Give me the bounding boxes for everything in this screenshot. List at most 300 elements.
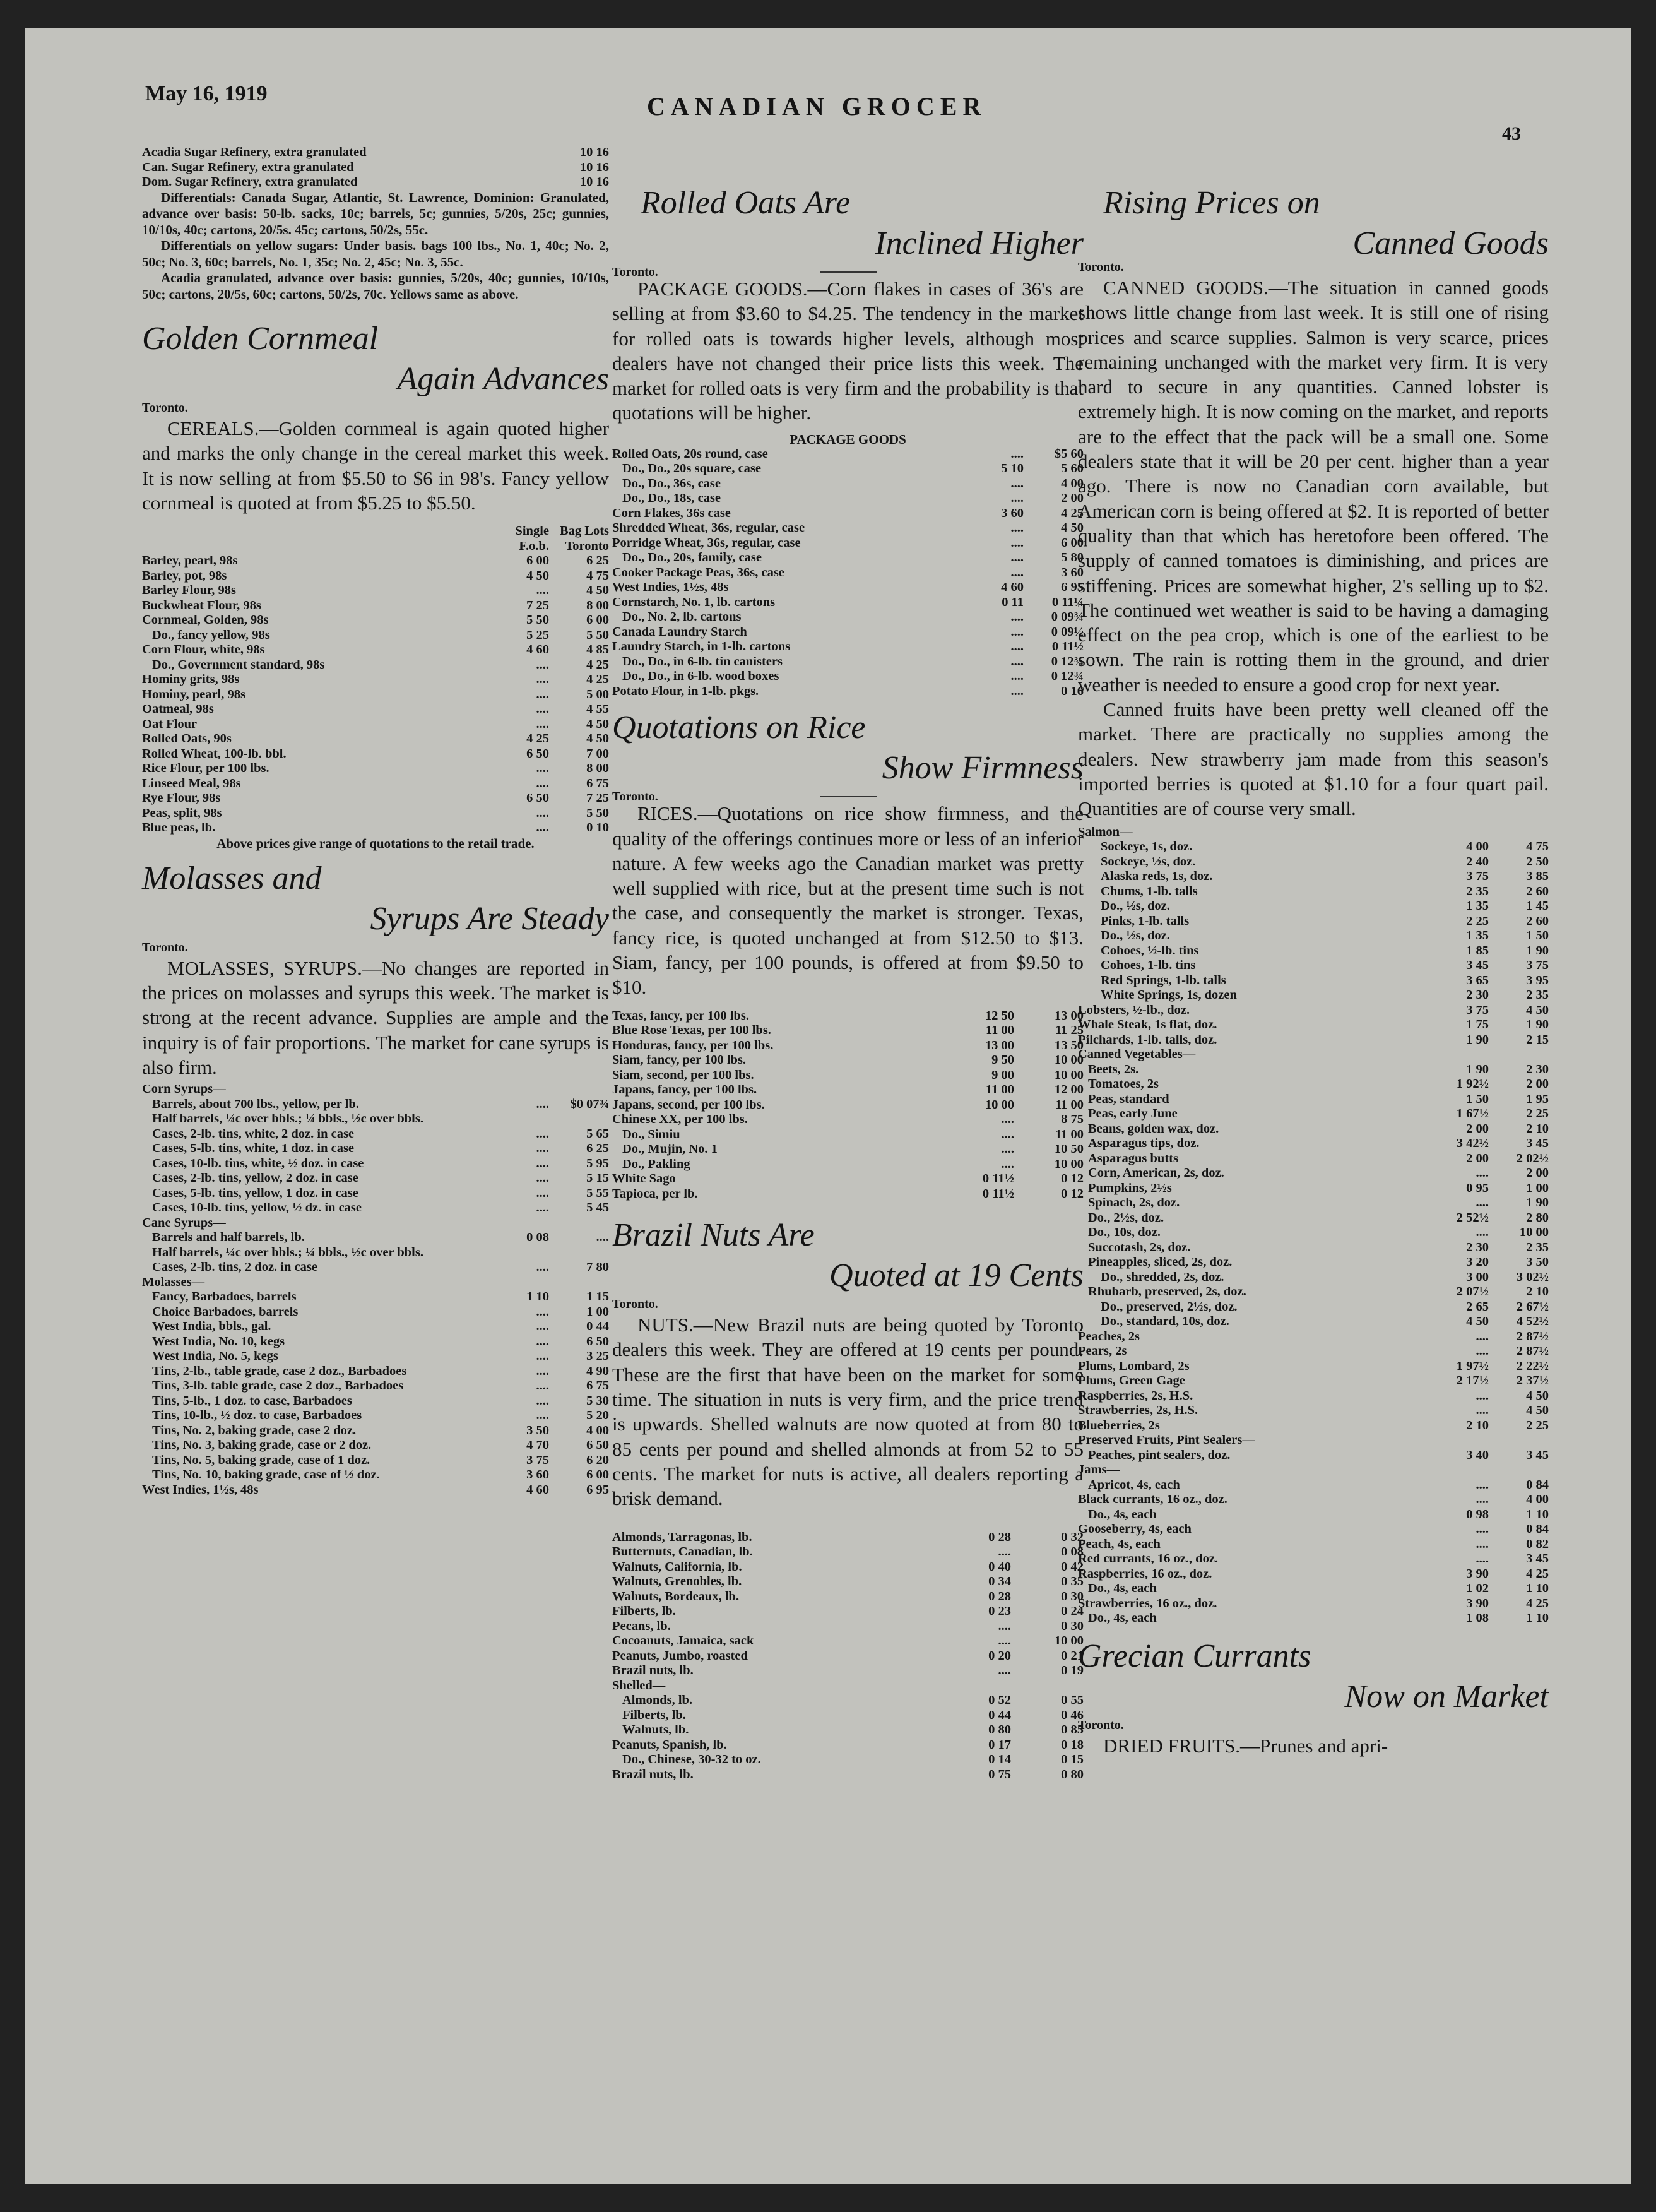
row-value: .... xyxy=(1476,1552,1489,1566)
row-label: Choice Barbadoes, barrels xyxy=(152,1304,299,1319)
row-value: 1 45 xyxy=(1526,899,1549,913)
table-row xyxy=(1078,1418,1549,1434)
row-value: .... xyxy=(536,1156,549,1170)
table-row xyxy=(1078,1255,1549,1270)
row-label: Molasses— xyxy=(142,1275,205,1289)
table-row xyxy=(1078,1537,1549,1552)
row-value: .... xyxy=(536,1126,549,1141)
row-label: Peas, split, 98s xyxy=(142,806,222,820)
table-row xyxy=(142,806,609,821)
row-value: .... xyxy=(536,672,549,687)
row-label: Succotash, 2s, doz. xyxy=(1088,1240,1191,1254)
table-row xyxy=(1078,1389,1549,1404)
row-label: Preserved Fruits, Pint Sealers— xyxy=(1078,1433,1255,1448)
row-value: .... xyxy=(536,1304,549,1319)
row-value: 5 80 xyxy=(1061,550,1084,565)
molasses-headline: Molasses and Syrups Are Steady xyxy=(142,860,609,937)
row-value: 11 00 xyxy=(1055,1127,1084,1141)
row-value: .... xyxy=(1001,1142,1014,1157)
table-row xyxy=(612,1768,1084,1783)
row-value: 2 50 xyxy=(1526,854,1549,869)
row-label: Cornstarch, No. 1, lb. cartons xyxy=(612,595,776,609)
row-value: 2 10 xyxy=(1526,1285,1549,1299)
row-label: Cane Syrups— xyxy=(142,1215,226,1230)
row-label: Texas, fancy, per 100 lbs. xyxy=(612,1008,749,1023)
table-row xyxy=(1078,1122,1549,1137)
table-row xyxy=(612,1663,1084,1679)
molasses-body: MOLASSES, SYRUPS.—No changes are reported in the prices on molasses and syrups this week. The market is strong at the recent advance. Supplies are ample and the inquiry is of fair proportions. The market for cane syrups is also firm. xyxy=(142,956,609,1078)
row-value: 0 21 xyxy=(1061,1648,1084,1663)
currants-headline: Grecian Currants Now on Market xyxy=(1078,1638,1549,1715)
row-value: 2 60 xyxy=(1526,913,1549,928)
row-value: 2 00 xyxy=(1526,1077,1549,1091)
table-row xyxy=(612,1649,1084,1664)
row-label: Peas, standard xyxy=(1088,1091,1169,1106)
table-row xyxy=(1078,1092,1549,1107)
table-row xyxy=(612,1530,1084,1545)
row-value: .... xyxy=(998,1619,1011,1633)
row-value: 4 25 xyxy=(1526,1596,1549,1610)
sugar-table xyxy=(142,145,609,190)
row-value: 6 00 xyxy=(1061,535,1084,550)
row-value: 2 35 xyxy=(1526,988,1549,1002)
row-value: 4 50 xyxy=(1526,1002,1549,1017)
row-label: Tins, No. 2, baking grade, case 2 doz. xyxy=(152,1423,357,1437)
row-value: 0 44 xyxy=(586,1319,609,1334)
row-value: .... xyxy=(536,1364,549,1378)
table-row xyxy=(1078,1597,1549,1612)
row-label: Tapioca, per lb. xyxy=(612,1186,698,1201)
table-row xyxy=(1078,1403,1549,1418)
row-value: .... xyxy=(536,717,549,731)
row-value: 2 60 xyxy=(1526,884,1549,898)
row-value xyxy=(1489,1047,1549,1062)
row-value: 6 25 xyxy=(586,1141,609,1156)
table-row xyxy=(612,1172,1084,1187)
table-row xyxy=(612,536,1084,551)
row-value: 0 19 xyxy=(1061,1663,1084,1678)
row-value: 1 90 xyxy=(1526,943,1549,958)
row-label: Sockeye, ½s, doz. xyxy=(1101,854,1196,869)
row-value: 5 55 xyxy=(586,1186,609,1200)
row-label: Cornmeal, Golden, 98s xyxy=(142,613,269,627)
row-label: Do., 4s, each xyxy=(1088,1507,1157,1521)
row-label: Raspberries, 16 oz., doz. xyxy=(1078,1566,1212,1581)
table-row xyxy=(1078,1448,1549,1463)
row-value xyxy=(1011,1679,1084,1694)
row-value: 1 90 xyxy=(1526,1196,1549,1210)
row-value: 3 90 xyxy=(1466,1596,1489,1610)
row-label: Cooker Package Peas, 36s, case xyxy=(612,565,784,580)
row-value: .... xyxy=(1010,521,1024,535)
row-value: 1 97½ xyxy=(1456,1359,1489,1373)
row-value: 3 45 xyxy=(1526,1448,1549,1462)
table-row xyxy=(1078,825,1549,840)
table-row xyxy=(142,687,609,703)
row-label: Do., standard, 10s, doz. xyxy=(1101,1314,1229,1329)
row-label: White Sago xyxy=(612,1172,676,1186)
row-value: 2 87½ xyxy=(1516,1329,1549,1343)
row-label: Half barrels, ¼c over bbls.; ¼ bbls., ½c over bbls. xyxy=(152,1112,423,1126)
table-row xyxy=(142,672,609,687)
table-row xyxy=(1078,1077,1549,1092)
row-label: Apricot, 4s, each xyxy=(1088,1477,1180,1492)
row-label: Almonds, Tarragonas, lb. xyxy=(612,1530,752,1544)
table-row xyxy=(1078,1359,1549,1374)
row-value: 0 11 xyxy=(1002,595,1024,609)
row-value: 12 50 xyxy=(985,1008,1014,1023)
row-value: 2 25 xyxy=(1466,913,1489,928)
row-label: Do., 10s, doz. xyxy=(1088,1225,1161,1240)
row-value: 0 16 xyxy=(1061,684,1084,698)
row-value xyxy=(499,1275,549,1290)
row-value: 0 30 xyxy=(1061,1619,1084,1633)
row-label: Rolled Oats, 90s xyxy=(142,732,232,746)
row-label: Porridge Wheat, 36s, regular, case xyxy=(612,535,801,550)
table-row xyxy=(1078,1581,1549,1597)
table-row xyxy=(142,1186,609,1201)
row-value: 6 50 xyxy=(526,791,549,806)
row-label: Siam, second, per 100 lbs. xyxy=(612,1067,754,1082)
table-row xyxy=(142,613,609,628)
table-row xyxy=(1078,1225,1549,1240)
row-value: .... xyxy=(1010,535,1024,550)
row-value xyxy=(499,1216,549,1231)
row-value: .... xyxy=(1010,491,1024,506)
table-row xyxy=(1078,1611,1549,1626)
row-label: Corn Syrups— xyxy=(142,1082,226,1097)
row-label: Barrels and half barrels, lb. xyxy=(152,1230,305,1245)
table-row xyxy=(612,461,1084,477)
row-value: .... xyxy=(536,1393,549,1408)
row-value: 0 12 xyxy=(1061,1172,1084,1186)
row-value: 10 00 xyxy=(1054,1157,1084,1171)
row-value: 0 12¾ xyxy=(1051,669,1084,684)
row-label: Hominy grits, 98s xyxy=(142,672,240,687)
row-value: 1 10 xyxy=(1526,1507,1549,1521)
row-value: 13 50 xyxy=(1054,1038,1084,1052)
table-row xyxy=(1078,1344,1549,1359)
row-value: 2 25 xyxy=(1526,1107,1549,1121)
row-value: 3 50 xyxy=(1526,1255,1549,1270)
row-value: 1 35 xyxy=(1466,929,1489,943)
row-label: Cases, 10-lb. tins, yellow, ½ dz. in case xyxy=(152,1201,362,1215)
row-label: Tins, 3-lb. table grade, case 2 doz., Barbadoes xyxy=(152,1379,404,1393)
table-row xyxy=(1078,869,1549,884)
row-value: .... xyxy=(536,776,549,790)
row-label: Cohoes, 1-lb. tins xyxy=(1101,958,1196,973)
table-row xyxy=(612,610,1084,625)
row-value xyxy=(1429,1047,1489,1062)
row-label: Tins, 2-lb., table grade, case 2 doz., Barbadoes xyxy=(152,1364,407,1378)
row-value: 1 75 xyxy=(1466,1018,1489,1032)
table-row xyxy=(612,521,1084,536)
row-value: 1 00 xyxy=(586,1304,609,1319)
row-value: 6 00 xyxy=(586,1468,609,1482)
row-value: 0 40 xyxy=(988,1559,1011,1574)
row-label: Cases, 2-lb. tins, 2 doz. in case xyxy=(152,1260,317,1275)
package-goods-caption: PACKAGE GOODS xyxy=(790,431,906,447)
table-row xyxy=(1078,1196,1549,1211)
row-value: 3 45 xyxy=(1526,1552,1549,1566)
table-row xyxy=(612,477,1084,492)
row-value: 4 52½ xyxy=(1516,1314,1549,1329)
row-value: 1 67½ xyxy=(1456,1107,1489,1121)
row-label: Honduras, fancy, per 100 lbs. xyxy=(612,1038,774,1052)
row-value: .... xyxy=(536,1319,549,1334)
row-label: Walnuts, Grenobles, lb. xyxy=(612,1574,742,1589)
canned-goods-table xyxy=(1078,825,1549,1626)
table-row xyxy=(1078,1300,1549,1315)
canned-dateline: Toronto. xyxy=(1078,260,1124,274)
row-value xyxy=(499,1112,549,1127)
row-label: Strawberries, 16 oz., doz. xyxy=(1078,1596,1217,1610)
row-value: 0 08 xyxy=(1061,1545,1084,1559)
row-value: 10 16 xyxy=(579,160,609,174)
row-value: 12 00 xyxy=(1054,1083,1084,1097)
row-value: 1 35 xyxy=(1466,899,1489,913)
table-row xyxy=(612,1708,1084,1723)
row-value: 0 15 xyxy=(1061,1752,1084,1767)
row-value: .... xyxy=(1010,639,1024,654)
row-value: .... xyxy=(1476,1166,1489,1180)
row-label: Acadia Sugar Refinery, extra granulated xyxy=(142,145,367,159)
row-label: Beans, golden wax, doz. xyxy=(1088,1121,1219,1136)
row-label: Blue Rose Texas, per 100 lbs. xyxy=(612,1023,771,1038)
table-row xyxy=(142,658,609,673)
table-row xyxy=(1078,1107,1549,1122)
row-value: .... xyxy=(536,1141,549,1156)
row-value: 1 90 xyxy=(1466,1032,1489,1047)
row-label: Whale Steak, 1s flat, doz. xyxy=(1078,1018,1217,1032)
table-row xyxy=(1078,1478,1549,1493)
table-row xyxy=(612,1127,1084,1143)
page-date: May 16, 1919 xyxy=(145,82,268,105)
table-row xyxy=(612,1604,1084,1619)
row-value: 4 25 xyxy=(586,672,609,687)
row-label: Tins, 5-lb., 1 doz. to case, Barbadoes xyxy=(152,1393,352,1408)
oats-dateline: Toronto. xyxy=(612,265,658,279)
row-value: 0 55 xyxy=(1061,1693,1084,1708)
row-value: 1 10 xyxy=(1526,1581,1549,1596)
row-value: .... xyxy=(1010,476,1024,491)
table-row xyxy=(612,491,1084,506)
table-row xyxy=(142,583,609,598)
table-row xyxy=(142,1335,609,1350)
row-value: 10 50 xyxy=(1054,1142,1084,1157)
row-value: 1 90 xyxy=(1466,1062,1489,1076)
row-value: .... xyxy=(536,1349,549,1364)
nuts-dateline: Toronto. xyxy=(612,1297,658,1312)
row-value: 0 11¼ xyxy=(1051,595,1084,609)
row-value: 6 95 xyxy=(1061,580,1084,595)
row-value: .... xyxy=(536,1171,549,1186)
table-row xyxy=(142,791,609,806)
row-value xyxy=(1489,1463,1549,1478)
row-label: Do., Chinese, 30-32 to oz. xyxy=(622,1752,761,1767)
row-value: 8 00 xyxy=(586,761,609,776)
row-value: 3 25 xyxy=(586,1349,609,1364)
row-value: 4 60 xyxy=(526,643,549,657)
row-label: Peach, 4s, each xyxy=(1078,1537,1161,1551)
row-value: 9 00 xyxy=(991,1067,1014,1082)
row-value: 1 50 xyxy=(1466,1091,1489,1106)
row-label: Filberts, lb. xyxy=(622,1708,686,1722)
row-label: Cases, 5-lb. tins, white, 1 doz. in case xyxy=(152,1141,355,1156)
row-value: 2 30 xyxy=(1526,1062,1549,1076)
row-value: 1 15 xyxy=(586,1290,609,1304)
table-row xyxy=(142,821,609,836)
table-row xyxy=(1078,1314,1549,1329)
row-value: 1 10 xyxy=(1526,1611,1549,1626)
row-value: 3 02½ xyxy=(1516,1270,1549,1284)
row-value: 6 75 xyxy=(586,776,609,790)
rice-body: RICES.—Quotations on rice show firmness, and the quality of the offerings continues more or less of an inferior nature. A few weeks ago the Canadian market was pretty well supplied with rice, but at the present time such is not the case, and consequently the market is stronger. Texas, fancy rice, is quoted unchanged at from $12.50 to $13. Siam, fancy, per 100 pounds, is offered at from $9.50 to $10. xyxy=(612,802,1084,999)
row-value: 2 17½ xyxy=(1456,1374,1489,1388)
row-label: Do., fancy yellow, 98s xyxy=(152,627,270,642)
table-row xyxy=(612,595,1084,610)
row-value xyxy=(549,1275,609,1290)
row-value: 4 50 xyxy=(1466,1314,1489,1329)
row-value: 0 14 xyxy=(988,1752,1011,1767)
row-label: White Springs, 1s, dozen xyxy=(1101,988,1237,1002)
canned-headline: Rising Prices on Canned Goods xyxy=(1103,185,1549,261)
row-value: .... xyxy=(1001,1127,1014,1141)
row-value: 5 25 xyxy=(526,627,549,642)
row-value xyxy=(549,1216,609,1231)
row-label: Brazil nuts, lb. xyxy=(612,1767,694,1781)
row-value: 2 65 xyxy=(1466,1299,1489,1314)
row-label: Blue peas, lb. xyxy=(142,821,216,835)
row-value: 7 25 xyxy=(586,791,609,806)
row-value: 10 00 xyxy=(985,1097,1014,1112)
table-row xyxy=(142,1127,609,1142)
row-value: .... xyxy=(1010,446,1024,461)
row-value: .... xyxy=(1476,1388,1489,1403)
row-value: 5 95 xyxy=(586,1156,609,1170)
row-value: 0 10 xyxy=(586,821,609,835)
table-row xyxy=(1078,1136,1549,1151)
row-value: 4 70 xyxy=(526,1438,549,1453)
row-label: West India, No. 10, kegs xyxy=(152,1334,285,1348)
table-row xyxy=(612,566,1084,581)
table-row xyxy=(142,1275,609,1290)
row-label: Peaches, 2s xyxy=(1078,1329,1140,1343)
row-label: Siam, fancy, per 100 lbs. xyxy=(612,1053,747,1067)
row-value: 3 75 xyxy=(1526,958,1549,973)
table-row xyxy=(142,1394,609,1409)
row-value: .... xyxy=(536,821,549,835)
row-value: 9 50 xyxy=(991,1053,1014,1067)
package-goods-table xyxy=(612,447,1084,699)
table-row xyxy=(142,1260,609,1275)
row-value: .... xyxy=(1476,1344,1489,1359)
table-row xyxy=(142,1319,609,1335)
row-value: 6 50 xyxy=(586,1438,609,1453)
row-value: 0 75 xyxy=(988,1767,1011,1781)
table-row xyxy=(612,1545,1084,1560)
row-value: 4 50 xyxy=(586,717,609,731)
row-value: 0 24 xyxy=(1061,1604,1084,1619)
row-label: Cases, 5-lb. tins, yellow, 1 doz. in case xyxy=(152,1186,358,1200)
row-label: Walnuts, Bordeaux, lb. xyxy=(612,1589,740,1603)
table-row xyxy=(1078,1270,1549,1285)
row-value: 2 37½ xyxy=(1516,1374,1549,1388)
row-value: 4 00 xyxy=(1526,1492,1549,1507)
row-value xyxy=(549,1082,609,1097)
row-value xyxy=(1429,1433,1489,1448)
row-value: .... xyxy=(1476,1225,1489,1240)
row-label: Do., ½s, doz. xyxy=(1101,929,1170,943)
table-row xyxy=(612,1679,1084,1694)
table-row xyxy=(142,1424,609,1439)
row-value xyxy=(1429,1463,1489,1478)
row-value: 2 35 xyxy=(1466,884,1489,898)
row-label: West Indies, 1½s, 48s xyxy=(612,580,729,595)
row-label: Red Springs, 1-lb. talls xyxy=(1101,973,1226,987)
table-row xyxy=(142,1246,609,1261)
row-value: 0 11½ xyxy=(982,1186,1014,1201)
table-row xyxy=(1078,1003,1549,1018)
row-value: 4 25 xyxy=(1526,1566,1549,1581)
table-row xyxy=(612,1752,1084,1768)
row-value: 6 25 xyxy=(586,554,609,568)
table-row xyxy=(612,1112,1084,1127)
row-label: Pumpkins, 2½s xyxy=(1088,1180,1172,1195)
row-value: .... xyxy=(536,1260,549,1275)
row-value: 2 00 xyxy=(1061,491,1084,506)
table-row xyxy=(142,732,609,747)
row-value: .... xyxy=(1476,1537,1489,1551)
row-label: Buckwheat Flour, 98s xyxy=(142,598,261,612)
differential-paragraph: Differentials on yellow sugars: Under basis. bags 100 lbs., No. 1, 40c; No. 2, 50c; No. 3, 60c; barrels, No. 1, 35c; No. 2, 45c; No. 3, 55c. xyxy=(142,238,609,270)
row-value: 5 50 xyxy=(526,613,549,627)
row-value: 5 50 xyxy=(586,806,609,820)
row-value: 3 60 xyxy=(1061,565,1084,580)
row-label: Barley Flour, 98s xyxy=(142,583,237,598)
nuts-table xyxy=(612,1530,1084,1783)
row-value: 4 50 xyxy=(1526,1403,1549,1418)
row-value: 4 50 xyxy=(1526,1388,1549,1403)
newspaper-page xyxy=(25,28,1631,2184)
row-value: 6 50 xyxy=(526,746,549,761)
table-row xyxy=(612,1738,1084,1753)
table-row xyxy=(1078,973,1549,989)
row-value: 3 65 xyxy=(1466,973,1489,987)
row-value: 13 00 xyxy=(985,1038,1014,1052)
row-label: Do., preserved, 2½s, doz. xyxy=(1101,1299,1238,1314)
table-row xyxy=(1078,1240,1549,1256)
table-row xyxy=(612,1723,1084,1738)
row-label: Do., Do., 18s, case xyxy=(622,491,721,506)
row-value: 3 50 xyxy=(526,1423,549,1437)
table-row xyxy=(142,761,609,776)
row-value: 10 00 xyxy=(1054,1067,1084,1082)
row-label: Dom. Sugar Refinery, extra granulated xyxy=(142,175,358,189)
row-value: 2 30 xyxy=(1466,988,1489,1002)
row-label: Cases, 10-lb. tins, white, ½ doz. in case xyxy=(152,1156,364,1170)
row-label: Do., shredded, 2s, doz. xyxy=(1101,1270,1224,1284)
row-value: 3 85 xyxy=(1526,869,1549,884)
row-value: 0 09¾ xyxy=(1051,610,1084,624)
row-label: Filberts, lb. xyxy=(612,1604,676,1619)
row-label: Red currants, 16 oz., doz. xyxy=(1078,1552,1219,1566)
table-row xyxy=(1078,1492,1549,1507)
row-label: Gooseberry, 4s, each xyxy=(1078,1522,1192,1537)
table-row xyxy=(1078,1507,1549,1523)
table-row xyxy=(142,1379,609,1394)
row-value: 0 09½ xyxy=(1051,624,1084,639)
